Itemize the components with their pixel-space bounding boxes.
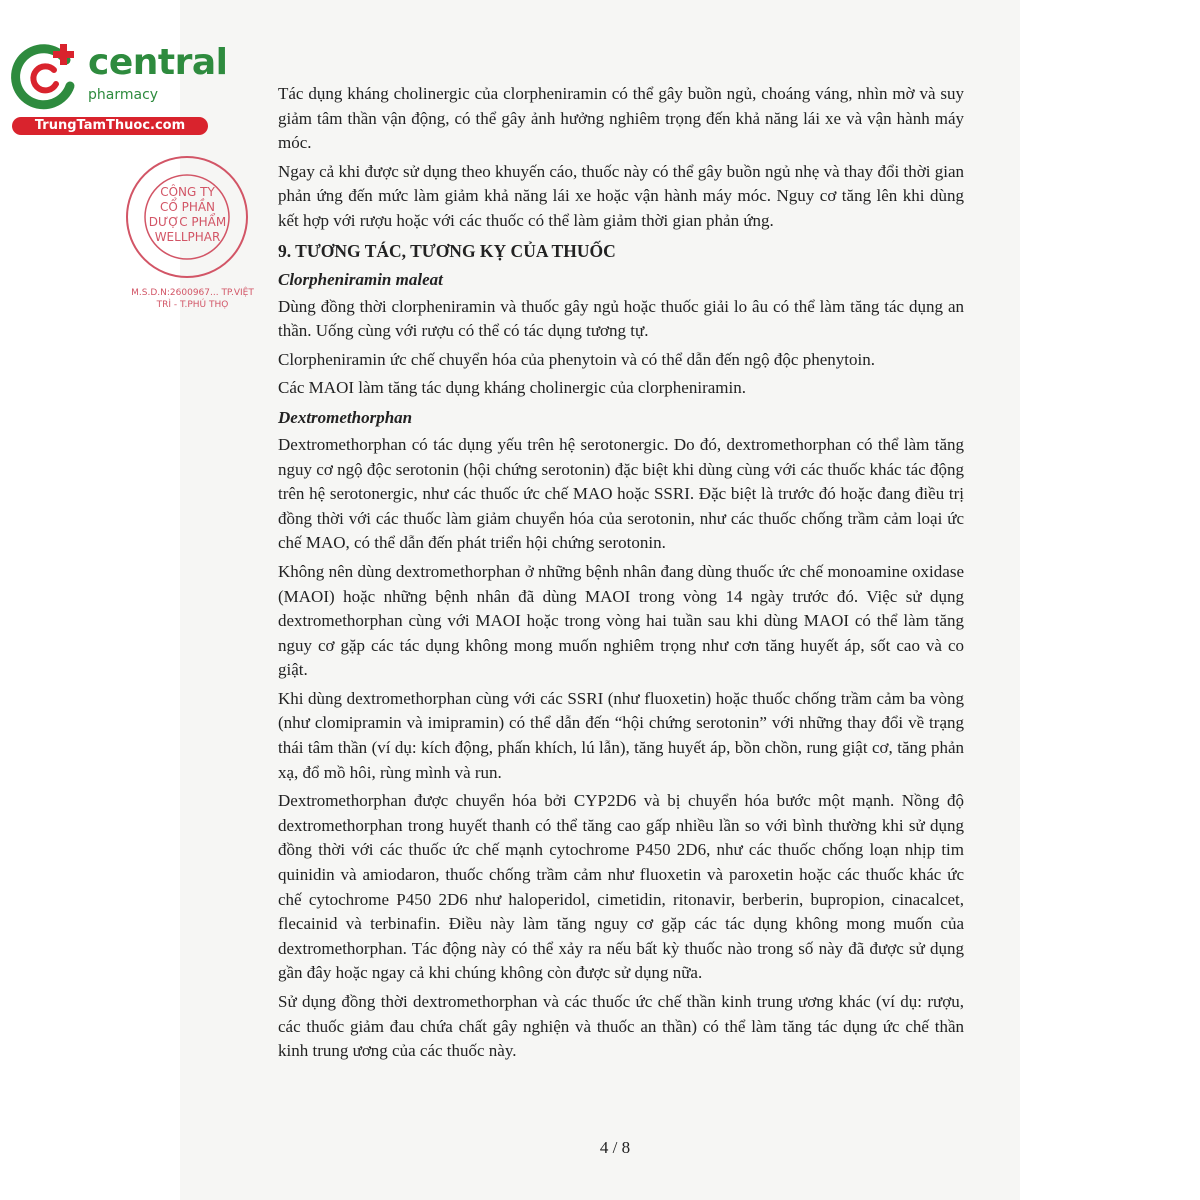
paragraph: Các MAOI làm tăng tác dụng kháng cholinergic của clorpheniramin. <box>278 378 746 398</box>
logo-brand: central <box>88 42 228 83</box>
logo-mark-icon <box>10 40 82 112</box>
paragraph: Không nên dùng dextromethorphan ở những bệnh nhân đang dùng thuốc ức chế monoamine oxidase (MAOI) hoặc những bệnh nhân đã dùng MAOI trong vòng 14 ngày trước đó. Việc sử dụng dextromethorphan cùng với MAOI hoặc trong vòng hai tuần sau khi dùng MAOI có thể làm tăng nguy cơ gặp các tác dụng không mong muốn nghiêm trọng như cơn tăng huyết áp, sốt cao và co giật. <box>278 561 964 680</box>
document-body <box>278 82 964 1068</box>
paragraph: Khi dùng dextromethorphan cùng với các SSRI (như fluoxetin) hoặc thuốc chống trầm cảm ba vòng (như clomipramin và imipramin) có thể dẫn đến “hội chứng serotonin” với những thay đổi về trạng thái tâm thần (ví dụ: kích động, phấn khích, lú lẫn), tăng huyết áp, bồn chồn, rung giật cơ, tăng phản xạ, đổ mồ hôi, rùng mình và run. <box>278 688 964 782</box>
paragraph: Clorpheniramin ức chế chuyển hóa của phenytoin và có thể dẫn đến ngộ độc phenytoin. <box>278 349 875 369</box>
logo-subtitle: pharmacy <box>88 87 159 103</box>
stamp-line: CỔ PHẦN <box>159 200 216 214</box>
stamp-ring-text: M.S.D.N:2600967... TP.VIỆT TRÌ - T.PHÚ THỌ <box>131 288 254 310</box>
paragraph: Dextromethorphan được chuyển hóa bởi CYP2D6 và bị chuyển hóa bước một mạnh. Nồng độ dextromethorphan trong huyết thanh có thể tăng cao gấp nhiều lần so với bình thường khi sử dụng đồng thời với các thuốc ức chế mạnh cytochrome P450 2D6, như các thuốc chống loạn nhịp tim quinidin và amiodaron, thuốc chống trầm cảm như fluoxetin và paroxetin hoặc các thuốc khác ức chế cytochrome P450 2D6 như haloperidol, cimetidin, ritonavir, berberin, bupropion, cinacalcet, flecainid và terbinafin. Điều này làm tăng nguy cơ gặp các tác dụng không mong muốn của dextromethorphan. Tác động này có thể xảy ra nếu bất kỳ thuốc nào trong số này đã được sử dụng gần đây hoặc ngay cả khi chúng không còn được sử dụng nữa. <box>278 791 964 983</box>
paragraph: Dùng đồng thời clorpheniramin và thuốc gây ngủ hoặc thuốc giải lo âu có thể làm tăng tác dụng an thần. Uống cùng với rượu có thể có tác dụng tương tự. <box>278 296 964 341</box>
company-stamp <box>125 155 260 340</box>
paragraph: Sử dụng đồng thời dextromethorphan và các thuốc ức chế thần kinh trung ương khác (ví dụ: rượu, các thuốc giảm đau chứa chất gây nghiện và thuốc an thần) có thể làm tăng tác dụng ức chế thần kinh trung ương của các thuốc này. <box>278 992 964 1061</box>
stamp-line: WELLPHAR <box>154 230 221 244</box>
subheading: Clorpheniramin maleat <box>278 269 443 289</box>
subheading: Dextromethorphan <box>278 407 413 427</box>
paragraph: Dextromethorphan có tác dụng yếu trên hệ serotonergic. Do đó, dextromethorphan có thể làm tăng nguy cơ ngộ độc serotonin (hội chứng serotonin) đặc biệt khi dùng cùng với các thuốc khác tác động trên hệ serotonergic, như các thuốc ức chế MAO hoặc SSRI. Đặc biệt là trước đó hoặc đang điều trị đồng thời với các thuốc làm giảm chuyển hóa của serotonin, như các thuốc chống trầm cảm loại ức chế MAO, có thể dẫn đến phát triển hội chứng serotonin. <box>278 434 964 553</box>
paragraph: Tác dụng kháng cholinergic của clorpheniramin có thể gây buồn ngủ, choáng váng, nhìn mờ và suy giảm tâm thần vận động, có thể gây ảnh hưởng nghiêm trọng đến khả năng lái xe và vận hành máy móc. <box>278 84 964 153</box>
logo-site-link[interactable]: TrungTamThuoc.com <box>12 117 208 135</box>
paragraph: Ngay cả khi được sử dụng theo khuyến cáo, thuốc này có thể gây buồn ngủ nhẹ và thay đổi thời gian phản ứng đến mức làm giảm khả năng lái xe hoặc vận hành máy móc. Nguy cơ tăng lên khi dùng kết hợp với rượu hoặc với các thuốc có thể làm giảm thời gian phản ứng. <box>278 161 964 230</box>
section-heading: 9. TƯƠNG TÁC, TƯƠNG KỴ CỦA THUỐC <box>278 240 616 261</box>
stamp-line: CÔNG TY <box>160 185 215 199</box>
page-number: 4 / 8 <box>599 1138 631 1157</box>
central-pharmacy-logo[interactable] <box>10 38 228 138</box>
stamp-line: DƯỢC PHẨM <box>148 215 227 229</box>
